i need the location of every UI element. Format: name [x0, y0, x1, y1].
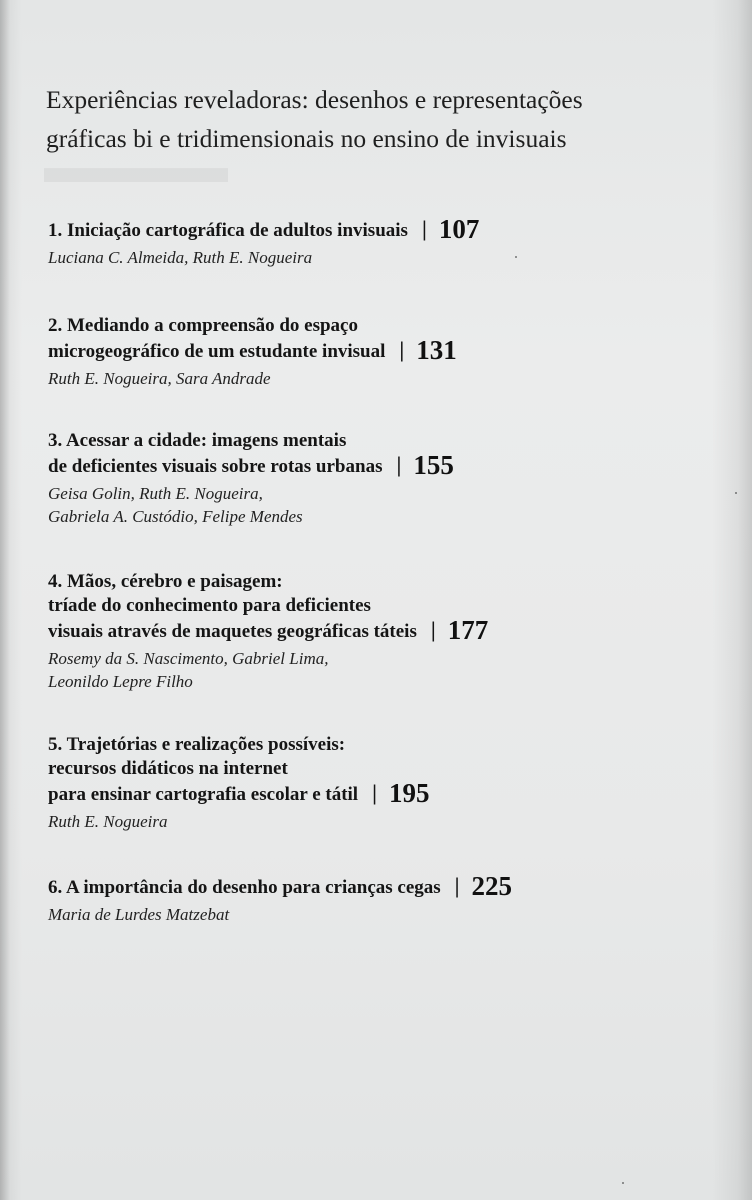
page-number: 225	[471, 871, 513, 901]
page-number: 195	[388, 778, 430, 808]
page-separator: |	[399, 337, 405, 362]
authors-line: Gabriela A. Custódio, Felipe Mendes	[48, 507, 303, 526]
page-separator: |	[372, 780, 377, 805]
authors-line: Geisa Golin, Ruth E. Nogueira,	[48, 484, 263, 503]
toc-entry-title	[48, 570, 728, 644]
toc-entry-title-line: microgeográfico de um estudante invisual	[48, 341, 386, 362]
toc-entry-4[interactable]	[48, 570, 728, 693]
paper-speck	[735, 492, 737, 494]
page-separator: |	[421, 216, 427, 241]
toc-entry-title	[48, 214, 728, 244]
toc-entry-title-line: 2. Mediando a compreensão do espaço	[48, 315, 358, 336]
toc-entry-title-line: 5. Trajetórias e realizações possíveis:	[48, 734, 346, 755]
toc-entry-title	[48, 429, 728, 479]
toc-entry-2[interactable]	[48, 314, 728, 390]
part-title-line-2: gráficas bi e tridimensionais no ensino de invisuais	[46, 124, 567, 153]
page-number: 155	[413, 450, 454, 480]
toc-entry-title-line: visuais através de maquetes geográficas táteis	[48, 621, 417, 642]
toc-entry-authors	[48, 246, 728, 269]
authors-line: Luciana C. Almeida, Ruth E. Nogueira	[48, 248, 313, 267]
toc-entry-3[interactable]	[48, 429, 728, 528]
page-number: 177	[447, 615, 489, 645]
paper-speck	[515, 256, 517, 258]
page-separator: |	[396, 452, 402, 477]
toc-entry-title-line: 1. Iniciação cartográfica de adultos invisuais	[48, 220, 408, 241]
toc-entry-title	[48, 733, 728, 807]
toc-entry-authors	[48, 367, 728, 390]
toc-entry-title-line: para ensinar cartografia escolar e tátil	[48, 784, 359, 805]
paper-speck	[622, 1182, 624, 1184]
page-separator: |	[430, 617, 436, 642]
toc-entry-authors	[48, 482, 728, 528]
page-number: 107	[438, 214, 480, 244]
toc-entry-5[interactable]	[48, 733, 728, 833]
toc-entry-6[interactable]	[48, 871, 728, 926]
part-title-line-1: Experiências reveladoras: desenhos e representações	[46, 85, 583, 114]
authors-line: Leonildo Lepre Filho	[48, 672, 193, 691]
authors-line: Rosemy da S. Nascimento, Gabriel Lima,	[48, 649, 329, 668]
authors-line: Ruth E. Nogueira	[48, 812, 168, 831]
authors-line: Ruth E. Nogueira, Sara Andrade	[48, 369, 271, 388]
show-through-shadow: ▬▬▬▬	[44, 141, 228, 192]
part-title	[46, 80, 696, 158]
page-number: 131	[416, 335, 457, 365]
page-separator: |	[454, 873, 460, 898]
toc-entry-title	[48, 871, 728, 901]
toc-entry-title-line: tríade do conhecimento para deficientes	[48, 595, 371, 616]
toc-entry-authors	[48, 647, 728, 693]
toc-entry-title	[48, 314, 728, 364]
toc-entry-1[interactable]	[48, 214, 728, 269]
toc-entry-authors	[48, 810, 728, 833]
toc-entry-title-line: 4. Mãos, cérebro e paisagem:	[48, 571, 283, 592]
authors-line: Maria de Lurdes Matzebat	[48, 905, 230, 924]
toc-entry-title-line: 3. Acessar a cidade: imagens mentais	[48, 430, 347, 451]
toc-entry-title-line: 6. A importância do desenho para crianças cegas	[48, 877, 441, 898]
toc-entry-title-line: recursos didáticos na internet	[48, 758, 288, 779]
toc-entry-title-line: de deficientes visuais sobre rotas urbanas	[48, 456, 383, 477]
toc-entry-authors	[48, 903, 728, 926]
